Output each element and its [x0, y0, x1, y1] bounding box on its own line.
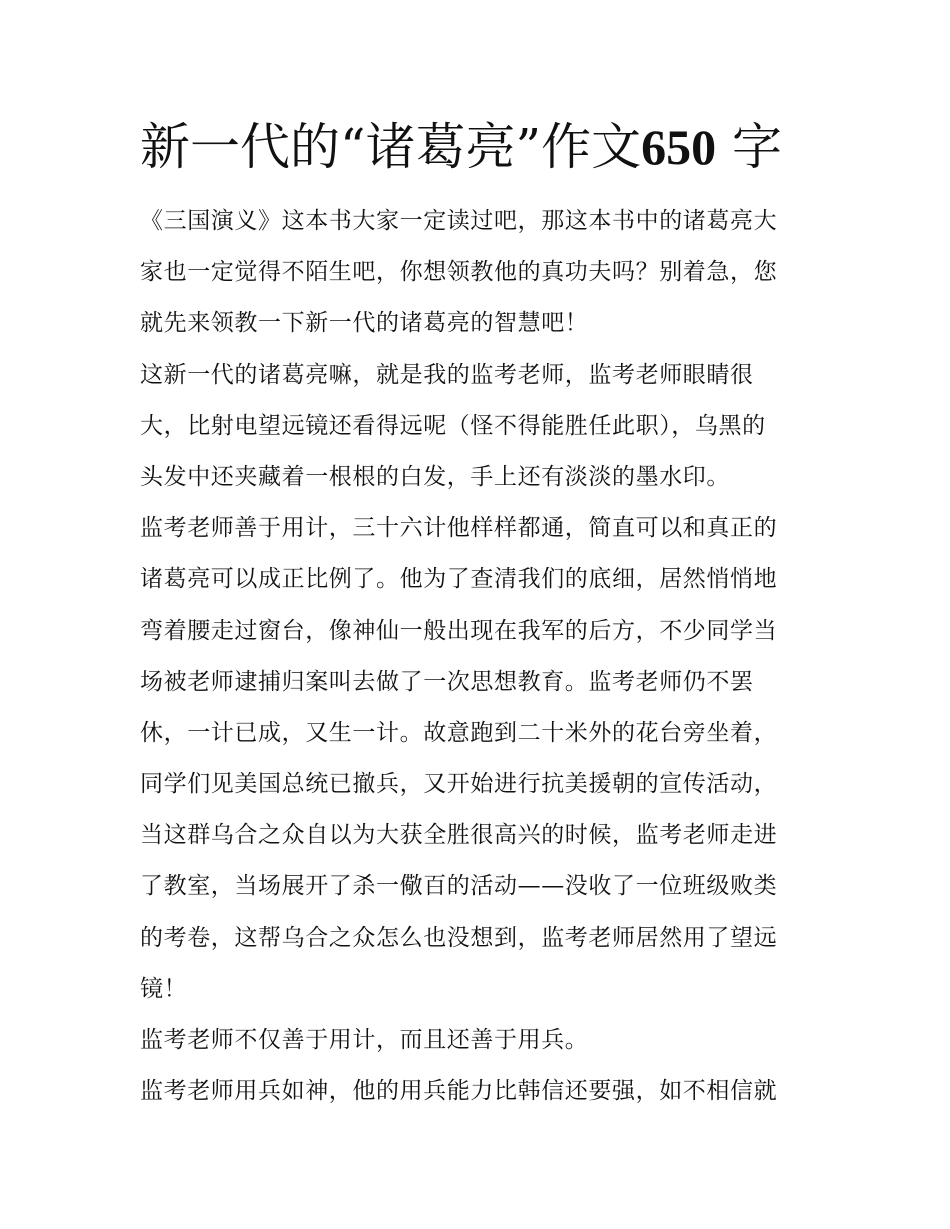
text-line: 监考老师善于用计，三十六计他样样都通，简直可以和真正的 [140, 515, 778, 542]
text-line: 监考老师不仅善于用计，而且还善于用兵。 [140, 1027, 589, 1053]
text-line: 了教室，当场展开了杀一儆百的活动——没收了一位班级败类 [140, 873, 778, 900]
text-line: 当这群乌合之众自以为大获全胜很高兴的时候，监考老师走进 [140, 822, 778, 849]
title-text: 新一代的“诸葛亮”作文 [140, 118, 642, 176]
text-line: 镜！ [140, 975, 188, 1002]
text-line: 头发中还夹藏着一根根的白发，手上还有淡淡的墨水印。 [140, 463, 730, 490]
document-title [140, 112, 840, 182]
title-space [716, 118, 732, 176]
text-line: 弯着腰走过窗台，像神仙一般出现在我军的后方，不少同学当 [140, 617, 778, 644]
text-line: 的考卷，这帮乌合之众怎么也没想到，监考老师居然用了望远 [140, 924, 778, 951]
title-number: 650 [641, 119, 717, 175]
text-line: 家也一定觉得不陌生吧，你想领教他的真功夫吗？别着急，您 [140, 259, 778, 286]
text-line: 监考老师用兵如神，他的用兵能力比韩信还要强，如不相信就 [140, 1078, 778, 1105]
text-line: 大，比射电望远镜还看得远呢（怪不得能胜任此职），乌黑的 [140, 412, 766, 439]
document-body [140, 196, 820, 1117]
text-line: 场被老师逮捕归案叫去做了一次思想教育。监考老师仍不罢 [140, 668, 754, 695]
text-line: 休，一计已成，又生一计。故意跑到二十米外的花台旁坐着， [140, 719, 778, 746]
text-line: 《三国演义》这本书大家一定读过吧，那这本书中的诸葛亮大 [140, 208, 778, 234]
text-line: 诸葛亮可以成正比例了。他为了查清我们的底细，居然悄悄地 [140, 566, 778, 593]
text-line: 同学们见美国总统已撤兵，又开始进行抗美援朝的宣传活动， [140, 771, 778, 798]
title-suffix: 字 [732, 118, 783, 176]
text-line: 这新一代的诸葛亮嘛，就是我的监考老师，监考老师眼睛很 [140, 361, 754, 388]
text-line: 就先来领教一下新一代的诸葛亮的智慧吧！ [140, 310, 589, 337]
